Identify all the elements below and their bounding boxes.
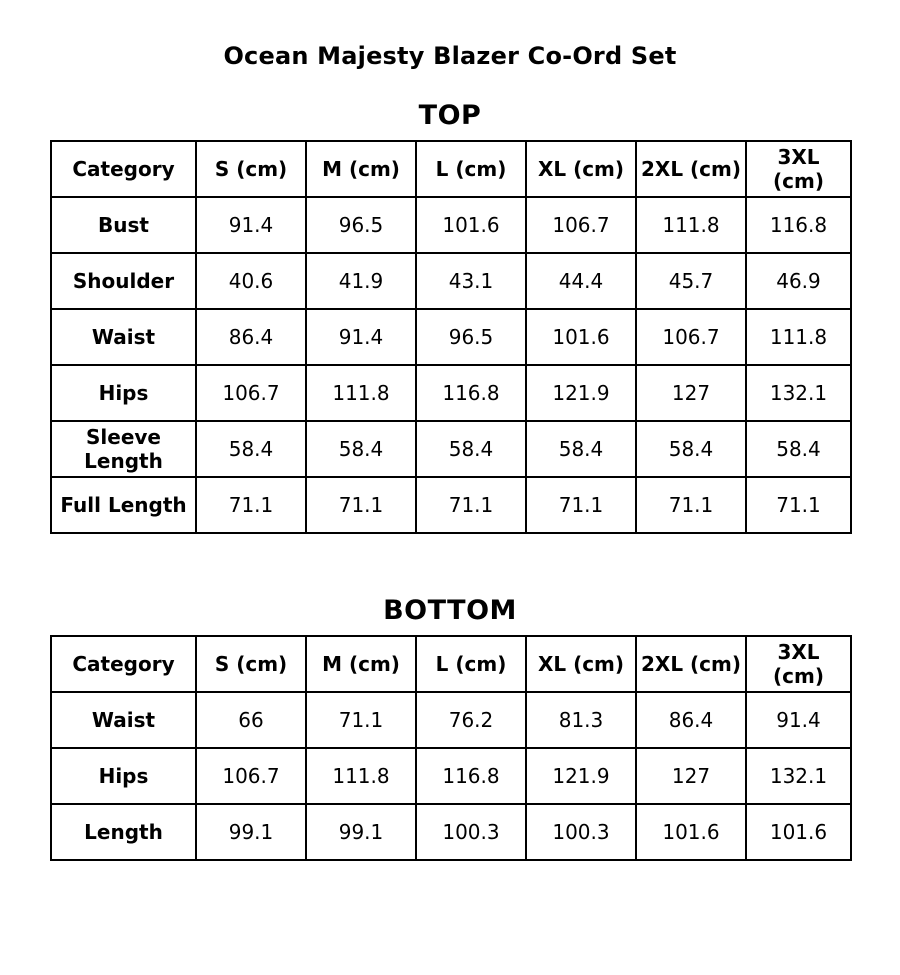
row-category: Bust <box>51 197 196 253</box>
row-category: Hips <box>51 748 196 804</box>
row-category: Waist <box>51 309 196 365</box>
table-cell: 111.8 <box>306 748 416 804</box>
table-cell: 96.5 <box>306 197 416 253</box>
table-cell: 116.8 <box>416 748 526 804</box>
table-row <box>51 692 851 748</box>
table-cell: 71.1 <box>196 477 306 533</box>
table-cell: 111.8 <box>636 197 746 253</box>
row-category: Sleeve Length <box>51 421 196 477</box>
column-header: 3XL (cm) <box>746 141 851 197</box>
column-header: 2XL (cm) <box>636 636 746 692</box>
table-cell: 91.4 <box>196 197 306 253</box>
column-header: XL (cm) <box>526 141 636 197</box>
table-cell: 40.6 <box>196 253 306 309</box>
table-cell: 86.4 <box>636 692 746 748</box>
bottom-section-title: BOTTOM <box>383 595 517 626</box>
table-cell: 121.9 <box>526 365 636 421</box>
row-category: Hips <box>51 365 196 421</box>
row-category: Full Length <box>51 477 196 533</box>
row-category: Waist <box>51 692 196 748</box>
table-cell: 58.4 <box>416 421 526 477</box>
table-cell: 43.1 <box>416 253 526 309</box>
table-cell: 58.4 <box>636 421 746 477</box>
table-cell: 106.7 <box>196 365 306 421</box>
table-cell: 58.4 <box>306 421 416 477</box>
table-cell: 91.4 <box>746 692 851 748</box>
table-row <box>51 197 851 253</box>
column-header: L (cm) <box>416 636 526 692</box>
table-row <box>51 365 851 421</box>
table-cell: 111.8 <box>746 309 851 365</box>
table-cell: 132.1 <box>746 365 851 421</box>
table-cell: 99.1 <box>306 804 416 860</box>
column-header: Category <box>51 141 196 197</box>
top-size-table <box>50 140 852 534</box>
column-header: M (cm) <box>306 636 416 692</box>
column-header: L (cm) <box>416 141 526 197</box>
column-header: S (cm) <box>196 141 306 197</box>
table-row <box>51 309 851 365</box>
table-cell: 100.3 <box>526 804 636 860</box>
table-cell: 100.3 <box>416 804 526 860</box>
table-cell: 106.7 <box>526 197 636 253</box>
column-header: 2XL (cm) <box>636 141 746 197</box>
table-cell: 101.6 <box>416 197 526 253</box>
table-cell: 71.1 <box>746 477 851 533</box>
table-cell: 101.6 <box>526 309 636 365</box>
table-cell: 76.2 <box>416 692 526 748</box>
table-cell: 116.8 <box>416 365 526 421</box>
table-cell: 71.1 <box>306 692 416 748</box>
table-cell: 41.9 <box>306 253 416 309</box>
table-cell: 58.4 <box>526 421 636 477</box>
table-cell: 106.7 <box>636 309 746 365</box>
table-row <box>51 804 851 860</box>
table-row <box>51 421 851 477</box>
table-cell: 101.6 <box>746 804 851 860</box>
table-cell: 46.9 <box>746 253 851 309</box>
table-cell: 58.4 <box>196 421 306 477</box>
table-cell: 81.3 <box>526 692 636 748</box>
table-header-row <box>51 636 851 692</box>
table-cell: 116.8 <box>746 197 851 253</box>
table-cell: 106.7 <box>196 748 306 804</box>
table-cell: 71.1 <box>306 477 416 533</box>
table-cell: 71.1 <box>526 477 636 533</box>
table-cell: 91.4 <box>306 309 416 365</box>
row-category: Shoulder <box>51 253 196 309</box>
table-row <box>51 477 851 533</box>
table-cell: 127 <box>636 365 746 421</box>
table-cell: 86.4 <box>196 309 306 365</box>
bottom-size-table <box>50 635 852 861</box>
column-header: Category <box>51 636 196 692</box>
table-cell: 96.5 <box>416 309 526 365</box>
table-cell: 44.4 <box>526 253 636 309</box>
table-row <box>51 253 851 309</box>
table-cell: 99.1 <box>196 804 306 860</box>
page-title: Ocean Majesty Blazer Co-Ord Set <box>223 42 677 70</box>
column-header: M (cm) <box>306 141 416 197</box>
table-cell: 121.9 <box>526 748 636 804</box>
table-row <box>51 748 851 804</box>
column-header: XL (cm) <box>526 636 636 692</box>
column-header: 3XL (cm) <box>746 636 851 692</box>
column-header: S (cm) <box>196 636 306 692</box>
top-section-title: TOP <box>418 100 482 131</box>
row-category: Length <box>51 804 196 860</box>
table-header-row <box>51 141 851 197</box>
table-cell: 66 <box>196 692 306 748</box>
table-cell: 127 <box>636 748 746 804</box>
table-cell: 71.1 <box>636 477 746 533</box>
table-cell: 132.1 <box>746 748 851 804</box>
table-cell: 71.1 <box>416 477 526 533</box>
table-cell: 58.4 <box>746 421 851 477</box>
table-cell: 111.8 <box>306 365 416 421</box>
table-cell: 101.6 <box>636 804 746 860</box>
table-cell: 45.7 <box>636 253 746 309</box>
